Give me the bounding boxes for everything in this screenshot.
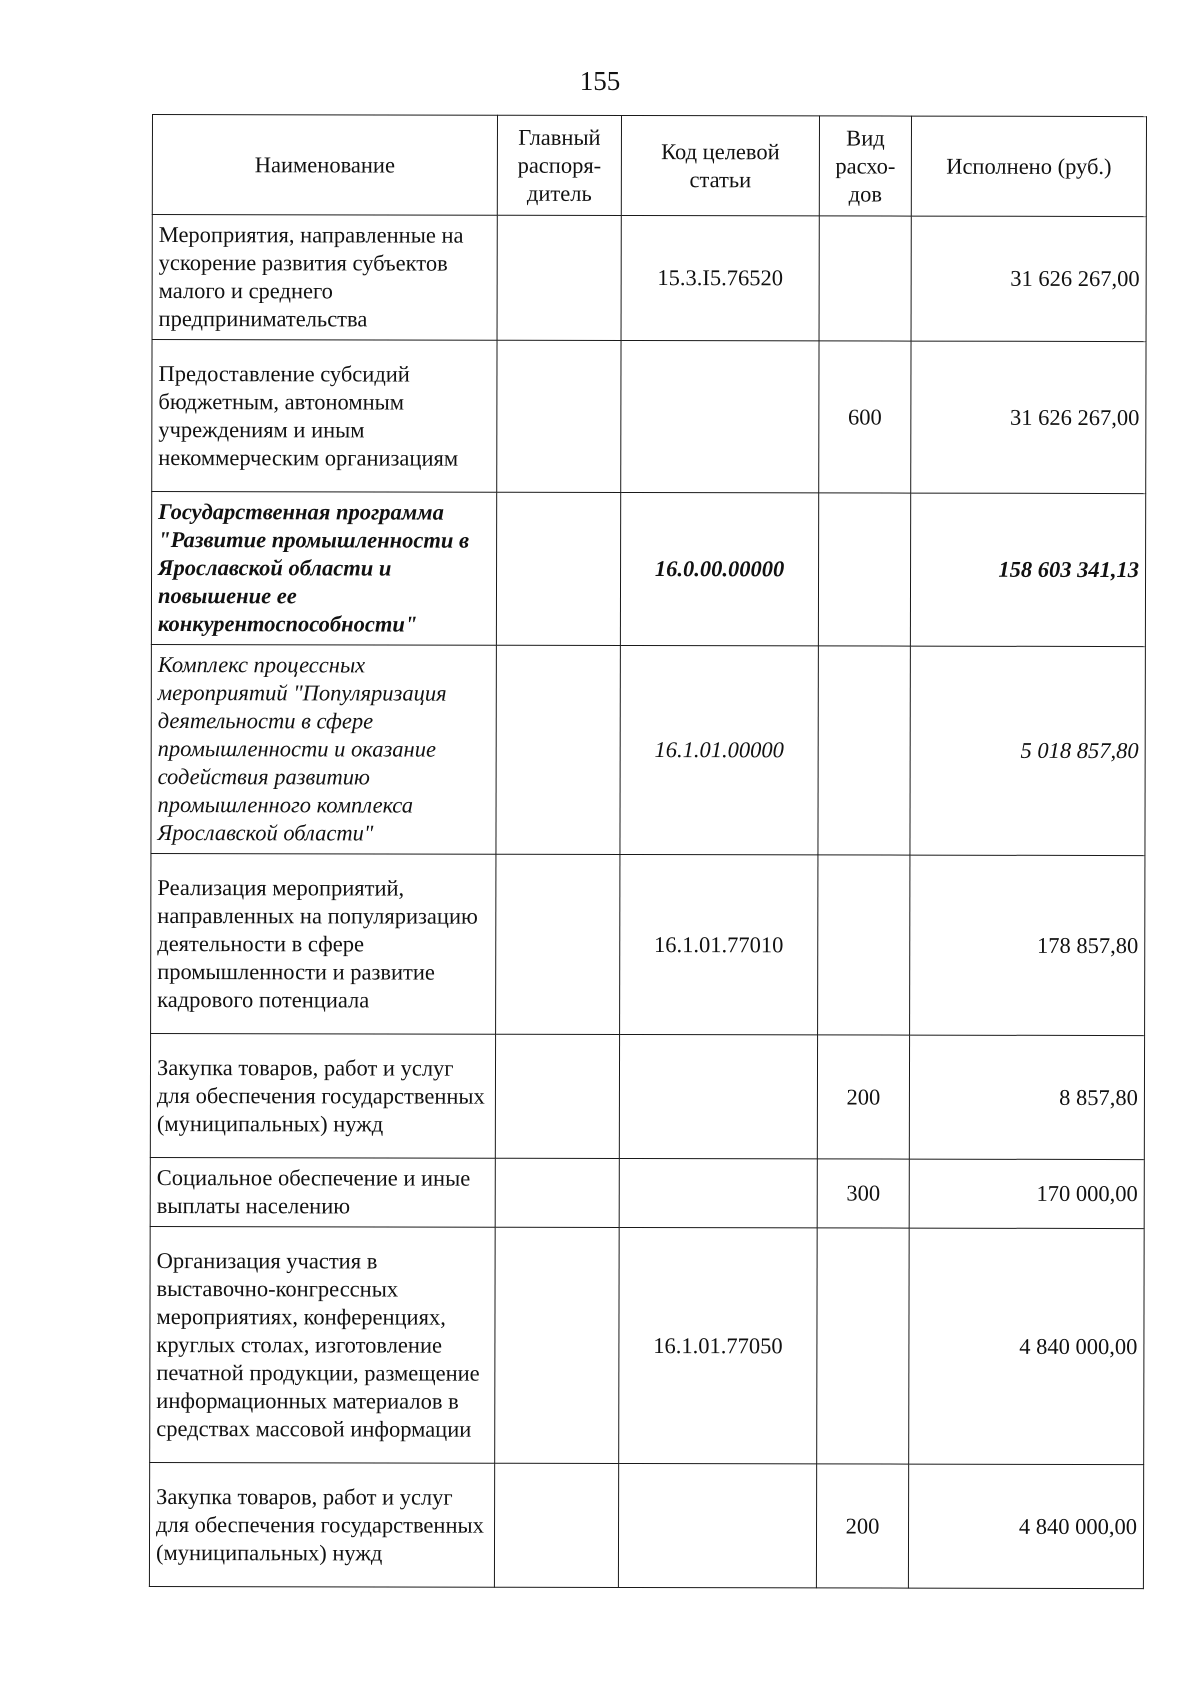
cell-code [619, 1158, 817, 1227]
cell-name: Предоставление субсидий бюджетным, автономным учреждениям и иным некоммерческим организациям [152, 340, 497, 493]
budget-table [149, 114, 1147, 1589]
cell-type: 600 [819, 341, 911, 493]
table-body [149, 215, 1146, 1589]
header-name: Наименование [152, 115, 497, 216]
cell-code [621, 340, 819, 492]
cell-amount: 31 626 267,00 [911, 341, 1146, 493]
cell-name: Закупка товаров, работ и услуг для обеспечения государственных (муниципальных) нужд [150, 1033, 495, 1158]
cell-amount: 158 603 341,13 [910, 493, 1145, 646]
cell-manager [496, 854, 620, 1034]
cell-name: Организация участия в выставочно-конгрессных мероприятиях, конференциях, круглых столах, изготовление печатной продукции, размещение информационных материалов в средствах массовой информации [150, 1226, 495, 1463]
cell-type [818, 646, 910, 855]
cell-amount: 4 840 000,00 [908, 1464, 1143, 1588]
cell-name: Государственная программа "Развитие промышленности в Ярославской области и повышение ее конкурентоспособности" [151, 492, 496, 646]
table-row [151, 644, 1145, 855]
table-row [150, 1157, 1144, 1228]
cell-manager [494, 1463, 618, 1587]
cell-code: 16.1.01.77050 [619, 1227, 817, 1463]
cell-name: Закупка товаров, работ и услуг для обеспечения государственных (муниципальных) нужд [149, 1462, 494, 1587]
cell-type: 300 [817, 1159, 909, 1228]
cell-type [819, 216, 911, 341]
cell-manager [495, 1034, 619, 1158]
cell-amount: 170 000,00 [909, 1159, 1144, 1228]
cell-type [818, 493, 910, 646]
cell-amount: 31 626 267,00 [911, 216, 1146, 341]
cell-code: 15.3.I5.76520 [621, 215, 819, 340]
table-row [151, 492, 1145, 647]
cell-manager [497, 340, 621, 492]
cell-amount: 4 840 000,00 [909, 1228, 1144, 1464]
cell-type [818, 855, 910, 1035]
cell-name: Мероприятия, направленные на ускорение развития субъектов малого и среднего предпринимательства [152, 215, 497, 341]
cell-manager [496, 492, 620, 645]
header-type: Вид расхо-дов [819, 116, 911, 216]
cell-type: 200 [817, 1035, 909, 1159]
cell-code: 16.1.01.77010 [620, 854, 818, 1034]
cell-name: Комплекс процессных мероприятий "Популяризация деятельности в сфере промышленности и оказание содействия развитию промышленного комплекса Ярославской области" [151, 644, 496, 854]
cell-manager [495, 1227, 619, 1463]
cell-manager [495, 1158, 619, 1227]
cell-name: Реализация мероприятий, направленных на популяризацию деятельности в сфере промышленности и развитие кадрового потенциала [151, 853, 496, 1034]
header-code: Код целевой статьи [621, 115, 819, 215]
cell-amount: 5 018 857,80 [910, 646, 1145, 855]
table-row [149, 1462, 1143, 1588]
table-row [152, 215, 1146, 342]
cell-amount: 178 857,80 [910, 855, 1145, 1035]
cell-manager [497, 215, 621, 340]
table-row [151, 853, 1145, 1035]
header-manager: Главный распоря-дитель [497, 115, 621, 215]
cell-code: 16.1.01.00000 [620, 645, 818, 854]
cell-code: 16.0.00.00000 [620, 492, 818, 645]
cell-name: Социальное обеспечение и иные выплаты населению [150, 1157, 495, 1227]
cell-type: 200 [816, 1464, 908, 1588]
cell-code [619, 1034, 817, 1158]
cell-type [817, 1228, 909, 1464]
header-amount: Исполнено (руб.) [911, 116, 1146, 216]
table-header-row [152, 115, 1146, 217]
table-row [152, 340, 1146, 494]
cell-manager [496, 645, 620, 854]
cell-code [618, 1463, 816, 1587]
cell-amount: 8 857,80 [909, 1035, 1144, 1159]
page-number: 155 [579, 66, 621, 96]
table-row [150, 1226, 1144, 1464]
table-row [150, 1033, 1144, 1159]
